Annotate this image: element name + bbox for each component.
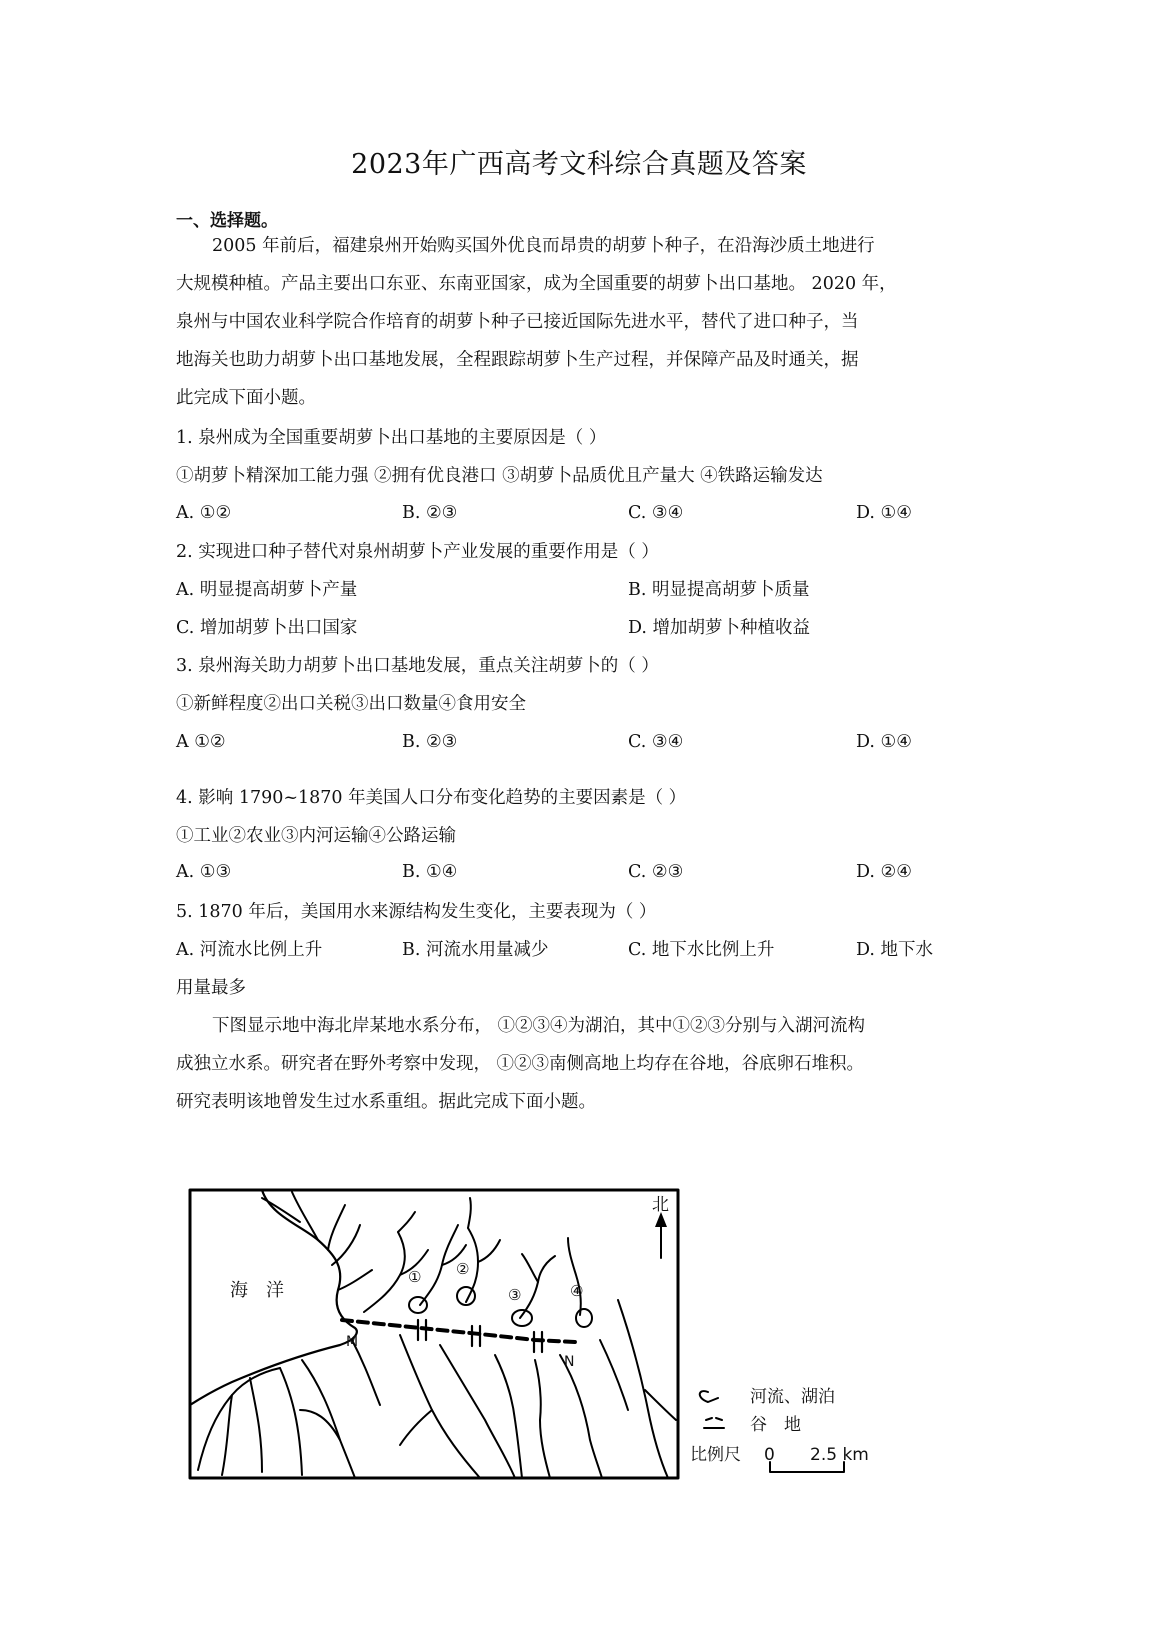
- question-2-option-b[interactable]: B. 明显提高胡萝卜质量: [628, 580, 810, 600]
- question-5-option-c[interactable]: C. 地下水比例上升: [628, 940, 775, 960]
- point-m-label: M: [346, 1334, 359, 1350]
- question-5-option-d[interactable]: D. 地下水: [856, 940, 934, 960]
- legend-river-lake-symbol: [700, 1391, 718, 1402]
- map-frame: [190, 1190, 678, 1478]
- north-label: 北: [652, 1195, 669, 1215]
- question-3-option-b[interactable]: B. ②③: [402, 732, 458, 752]
- legend-river-lake-label: 河流、湖泊: [750, 1387, 835, 1407]
- question-3-items: ①新鲜程度②出口关税③出口数量④食用安全: [176, 694, 526, 714]
- scale-label: 比例尺: [690, 1445, 741, 1465]
- question-4-option-c[interactable]: C. ②③: [628, 862, 684, 882]
- rivers-north: [364, 1198, 584, 1318]
- rivers-northwest: [262, 1192, 372, 1290]
- passage-1-line: 泉州与中国农业科学院合作培育的胡萝卜种子已接近国际先进水平，替代了进口种子，当: [176, 312, 859, 332]
- question-1-option-b[interactable]: B. ②③: [402, 503, 458, 523]
- passage-1-line: 此完成下面小题。: [176, 388, 316, 408]
- passage-2-line: 成独立水系。研究者在野外考察中发现， ①②③南侧高地上均存在谷地，谷底卵石堆积。: [176, 1054, 865, 1074]
- passage-1-line: 大规模种植。产品主要出口东亚、东南亚国家，成为全国重要的胡萝卜出口基地。 2020 年，: [176, 274, 897, 294]
- valleys: [418, 1320, 542, 1352]
- question-4-option-a[interactable]: A. ①③: [176, 862, 232, 882]
- question-4-option-d[interactable]: D. ②④: [856, 862, 912, 882]
- legend-valley-symbol: [704, 1418, 724, 1428]
- section-heading: 一、选择题。: [176, 211, 278, 231]
- question-1-stem: 1. 泉州成为全国重要胡萝卜出口基地的主要原因是（ ）: [176, 428, 607, 448]
- page-title: 2023年广西高考文科综合真题及答案: [351, 149, 807, 180]
- legend-valley-label: 谷 地: [750, 1415, 801, 1435]
- point-n-label: N: [564, 1354, 575, 1370]
- lakes: [409, 1287, 592, 1327]
- scale-value-label: 2.5 km: [810, 1445, 869, 1465]
- question-2-option-a[interactable]: A. 明显提高胡萝卜产量: [176, 580, 358, 600]
- passage-1-line: 2005 年前后，福建泉州开始购买国外优良而昂贵的胡萝卜种子，在沿海沙质土地进行: [212, 236, 875, 256]
- question-3-stem: 3. 泉州海关助力胡萝卜出口基地发展，重点关注胡萝卜的（ ）: [176, 656, 659, 676]
- lake-4-label: ④: [570, 1282, 584, 1300]
- question-2-stem: 2. 实现进口种子替代对泉州胡萝卜产业发展的重要作用是（ ）: [176, 542, 659, 562]
- question-4-items: ①工业②农业③内河运输④公路运输: [176, 826, 456, 846]
- lake-1-label: ①: [408, 1268, 422, 1286]
- question-1-option-d[interactable]: D. ①④: [856, 503, 912, 523]
- question-4-stem: 4. 影响 1790~1870 年美国人口分布变化趋势的主要因素是（ ）: [176, 788, 687, 808]
- question-3-option-c[interactable]: C. ③④: [628, 732, 684, 752]
- question-2-option-c[interactable]: C. 增加胡萝卜出口国家: [176, 618, 358, 638]
- question-3-option-d[interactable]: D. ①④: [856, 732, 912, 752]
- question-5-stem: 5. 1870 年后，美国用水来源结构发生变化，主要表现为（ ）: [176, 902, 657, 922]
- question-1-option-c[interactable]: C. ③④: [628, 503, 684, 523]
- scale-zero-label: 0: [764, 1445, 775, 1465]
- sea-label: 海 洋: [230, 1280, 284, 1301]
- rivers-south: [198, 1300, 676, 1478]
- question-2-option-d[interactable]: D. 增加胡萝卜种植收益: [628, 618, 811, 638]
- question-5-option-b[interactable]: B. 河流水用量减少: [402, 940, 549, 960]
- divide-line-m-n: [342, 1320, 575, 1342]
- passage-2-line: 下图显示地中海北岸某地水系分布， ①②③④为湖泊，其中①②③分别与入湖河流构: [212, 1016, 866, 1036]
- question-1-items: ①胡萝卜精深加工能力强 ②拥有优良港口 ③胡萝卜品质优且产量大 ④铁路运输发达: [176, 466, 823, 486]
- question-5-option-d-continuation: 用量最多: [176, 978, 246, 998]
- passage-2-line: 研究表明该地曾发生过水系重组。据此完成下面小题。: [176, 1092, 596, 1112]
- lake-2-label: ②: [456, 1260, 470, 1278]
- question-5-option-a[interactable]: A. 河流水比例上升: [176, 940, 323, 960]
- question-1-option-a[interactable]: A. ①②: [176, 503, 232, 523]
- passage-1-line: 地海关也助力胡萝卜出口基地发展，全程跟踪胡萝卜生产过程，并保障产品及时通关，据: [176, 350, 859, 370]
- question-4-option-b[interactable]: B. ①④: [402, 862, 458, 882]
- question-3-option-a[interactable]: A ①②: [176, 732, 226, 752]
- lake-3-label: ③: [508, 1286, 522, 1304]
